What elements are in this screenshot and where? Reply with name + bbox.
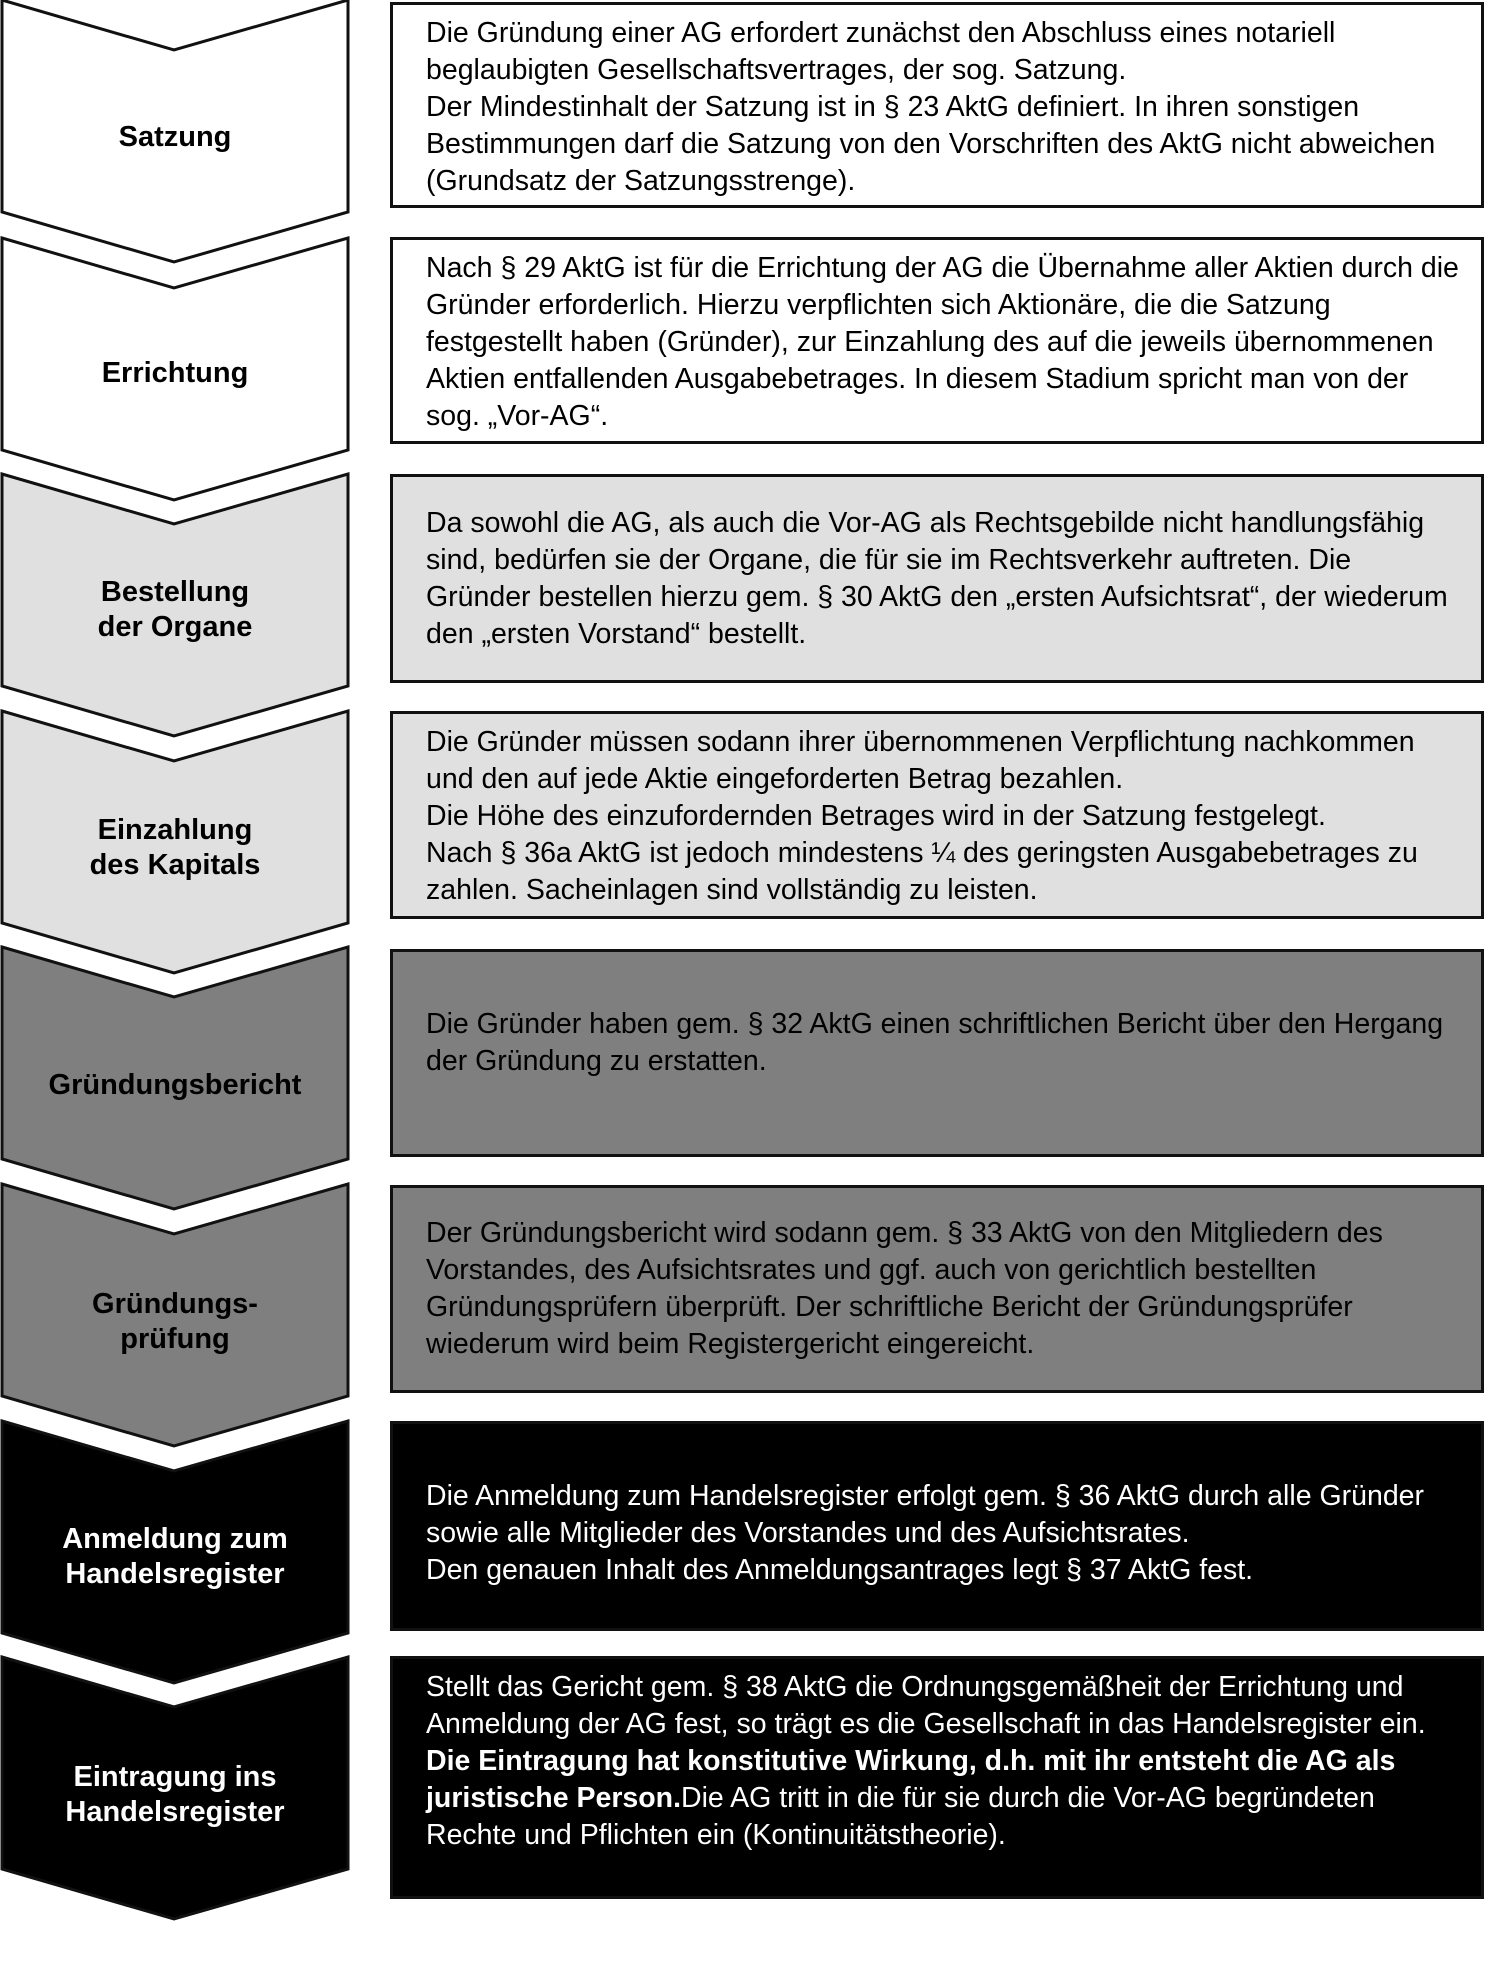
- step-label-errichtung: Errichtung: [101, 356, 249, 389]
- step-label-eintragung: Eintragung ins Handelsregister: [65, 1761, 285, 1828]
- step-text-satzung: Die Gründung einer AG erfordert zunächst den Abschluss eines notariell beglaubigten Gesellschaftsvertrages, der sog. Satzung. Der Mindestinhalt der Satzung ist in § 23 AktG definiert. In ihren sonstigen Bestimmungen darf die Satzung von den Vorschriften des AktG nicht abweichen (Grundsatz der Satzungsstrenge).: [390, 2, 1484, 208]
- step-text-einzahlung: Die Gründer müssen sodann ihrer übernommenen Verpflichtung nachkommen und den auf jede Aktie eingeforderten Betrag bezahlen. Die Höhe des einzufordernden Betrages wird in der Satzung festgelegt. Nach § 36a AktG ist jedoch mindestens ¼ des geringsten Ausgabebetrages zu zahlen. Sacheinlagen sind vollständig zu leisten.: [390, 711, 1484, 919]
- step-text-anmeldung: Die Anmeldung zum Handelsregister erfolgt gem. § 36 AktG durch alle Gründer sowie alle Mitglieder des Vorstandes und des Aufsichtsrates. Den genauen Inhalt des Anmeldungsantrages legt § 37 AktG fest.: [390, 1421, 1484, 1631]
- eintragung-text-intro: Stellt das Gericht gem. § 38 AktG die Ordnungsgemäßheit der Errichtung und Anmeldung der AG fest, so trägt es die Gesellschaft in das Handelsregister ein.: [426, 1671, 1426, 1740]
- step-text-eintragung: [390, 1656, 1484, 1899]
- step-label-satzung: Satzung: [118, 120, 232, 153]
- step-text-bestellung: Da sowohl die AG, als auch die Vor-AG als Rechtsgebilde nicht handlungsfähig sind, bedürfen sie der Organe, die für sie im Rechtsverkehr auftreten. Die Gründer bestellen hierzu gem. § 30 AktG den „ersten Aufsichtsrat“, der wiederum den „ersten Vorstand“ bestellt.: [390, 474, 1484, 683]
- step-label-gruendungspruefung: Gründungs- prüfung: [92, 1288, 258, 1355]
- step-label-bestellung: Bestellung der Organe: [97, 576, 253, 643]
- eintragung-text-outro: Die AG tritt in die für sie durch die Vor-AG begründeten Rechte und Pflichten ein (Kontinuitätstheorie).: [426, 1782, 1375, 1851]
- step-text-gruendungsbericht: Die Gründer haben gem. § 32 AktG einen schriftlichen Bericht über den Hergang der Gründung zu erstatten.: [390, 949, 1484, 1157]
- step-label-gruendungsbericht: Gründungsbericht: [48, 1068, 302, 1101]
- step-text-gruendungspruefung: Der Gründungsbericht wird sodann gem. § 33 AktG von den Mitgliedern des Vorstandes, des Aufsichtsrates und ggf. auch von gerichtlich bestellten Gründungsprüfern überprüft. Der schriftliche Bericht der Gründungsprüfer wiederum wird beim Registergericht eingereicht.: [390, 1185, 1484, 1393]
- eintragung-text-bold: Die Eintragung hat konstitutive Wirkung, d.h. mit ihr entsteht die AG als juristische Person.: [426, 1745, 1396, 1814]
- step-text-errichtung: Nach § 29 AktG ist für die Errichtung der AG die Übernahme aller Aktien durch die Gründer erforderlich. Hierzu verpflichten sich Aktionäre, die die Satzung festgestellt haben (Gründer), zur Einzahlung des auf die jeweils übernommenen Aktien entfallenden Ausgabebetrages. In diesem Stadium spricht man von der sog. „Vor-AG“.: [390, 237, 1484, 444]
- step-label-einzahlung: Einzahlung des Kapitals: [89, 814, 261, 881]
- step-label-anmeldung: Anmeldung zum Handelsregister: [62, 1523, 288, 1590]
